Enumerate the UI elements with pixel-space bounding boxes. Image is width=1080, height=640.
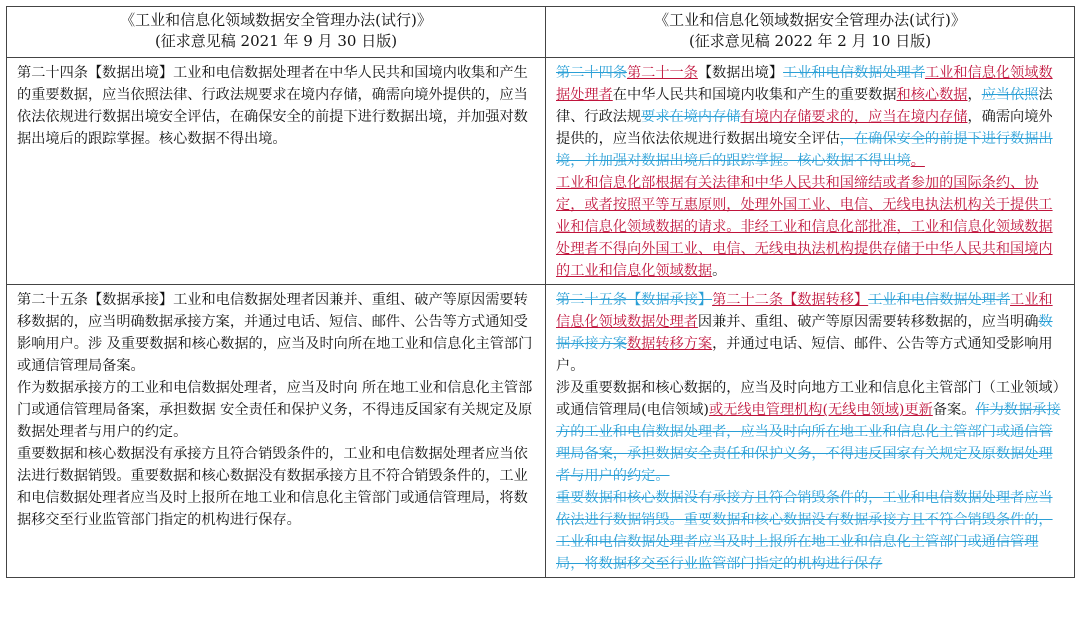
- article-24-original-text: 第二十四条【数据出境】工业和电信数据处理者在中华人民共和国境内收集和产生的重要数据，应当依照法律、行政法规要求在境内存储，确需向境外提供的，应当依法依规进行数据出境安全评估，在确保安全的前提下进行数据出境，并加强对数据出境后的跟踪掌握。核心数据不得出境。: [17, 65, 528, 147]
- inserted-text: 有境内存储要求的，应当在境内存储: [740, 109, 968, 125]
- unchanged-text: ，确需向境外提供的，应当依法依规进行数据出境安全评估: [556, 109, 1053, 147]
- article-25-original-para: 第二十五条【数据承接】工业和电信数据处理者因兼并、重组、破产等原因需要转移数据的，应当明确数据承接方案，并通过电话、短信、邮件、公告等方式通知受影响用户。涉 及重要数据和核心数据的，应当及时向所在地工业和信息化主管部门或通信管理局备案。: [17, 292, 533, 374]
- inserted-text: 第二十一条: [626, 65, 698, 81]
- article-24-original-cell: [7, 58, 546, 285]
- inserted-text: 或无线电管理机构(无线电领域)更新: [708, 402, 933, 418]
- article-25-revised-para: [556, 289, 1066, 377]
- article-24-revised-cell: [546, 58, 1075, 285]
- inserted-text: 数据转移方案: [626, 336, 713, 352]
- header-title-right: 《工业和信息化领域数据安全管理办法(试行)》: [654, 11, 966, 29]
- unchanged-text: ，并通过电话、短信、邮件、公告等方式通知受影响用户。: [556, 336, 1053, 374]
- article-25-original-para: 重要数据和核心数据没有承接方且符合销毁条件的，工业和电信数据处理者应当依法进行数据销毁。重要数据和核心数据没有数据承接方且不符合销毁条件的，工业和电信数据处理者应当及时上报所在地工业和信息化主管部门或通信管理局，将数据移交至行业监管部门指定的机构进行保存。: [17, 446, 528, 528]
- article-25-revised-para: [556, 377, 1066, 487]
- deleted-text: 重要数据和核心数据没有承接方且符合销毁条件的，工业和电信数据处理者应当依法进行数据销毁。重要数据和核心数据没有数据承接方且不符合销毁条件的，工业和电信数据处理者应当及时上报所在地工业和信息化主管部门或通信管理局，将数据移交至行业监管部门指定的机构进行保存: [556, 490, 1053, 572]
- article-25-original-para: 作为数据承接方的工业和电信数据处理者，应当及时向 所在地工业和信息化主管部门或通信管理局备案，承担数据 安全责任和保护义务，不得违反国家有关规定及原数据处理者与用户的约定。: [17, 380, 533, 440]
- deleted-text: 要求在境内存储: [641, 109, 741, 125]
- unchanged-text: 在中华人民共和国境内收集和产生的重要数据: [612, 87, 897, 103]
- unchanged-text: 备案。: [932, 402, 976, 418]
- article-row-25: [7, 285, 1075, 578]
- inserted-text: 。: [910, 153, 925, 169]
- article-25-revised-para: [556, 487, 1066, 575]
- deleted-text: 第二十五条【数据承接】: [556, 292, 713, 308]
- article-25-original-cell: [7, 285, 546, 578]
- article-24-revised-para: [556, 62, 1066, 172]
- inserted-text: 工业和信息化领域数据处理者: [556, 65, 1053, 103]
- deleted-text: ，在确保安全的前提下进行数据出境，并加强对数据出境后的跟踪掌握。核心数据不得出境: [556, 131, 1053, 169]
- article-25-revised-cell: [546, 285, 1075, 578]
- header-version-left: (征求意见稿 2021 年 9 月 30 日版): [154, 32, 398, 50]
- header-version-right: (征求意见稿 2022 年 2 月 10 日版): [688, 32, 932, 50]
- article-24-revised-para: [556, 172, 1066, 282]
- deleted-text: 工业和电信数据处理者: [783, 65, 925, 81]
- header-cell-right: [546, 7, 1075, 58]
- unchanged-text: 。: [712, 263, 727, 279]
- unchanged-text: 法律、行政法规: [556, 87, 1053, 125]
- header-title-left: 《工业和信息化领域数据安全管理办法(试行)》: [120, 11, 432, 29]
- unchanged-text: 因兼并、重组、破产等原因需要转移数据的，应当明确: [697, 314, 1039, 330]
- comparison-table: [6, 6, 1075, 578]
- inserted-text: 第二十二条【数据转移】: [712, 292, 869, 308]
- unchanged-text: 涉及重要数据和核心数据的，应当及时向地方工业和信息化主管部门（工业领域）或通信管理局(电信领域): [556, 380, 1060, 418]
- deleted-text: 作为数据承接方的工业和电信数据处理者，应当及时向所在地工业和信息化主管部门或通信管理局备案，承担数据安全责任和保护义务，不得违反国家有关规定及原数据处理者与用户的约定。: [556, 402, 1061, 484]
- inserted-text: 工业和信息化领域数据处理者: [556, 292, 1053, 330]
- deleted-text: 数据承接方案: [556, 314, 1053, 352]
- article-row-24: [7, 58, 1075, 285]
- deleted-text: 工业和电信数据处理者: [868, 292, 1011, 308]
- header-row: [7, 7, 1075, 58]
- unchanged-text: ，: [967, 87, 982, 103]
- deleted-text: 应当依照: [981, 87, 1039, 103]
- inserted-text: 工业和信息化部根据有关法律和中华人民共和国缔结或者参加的国际条约、协定，或者按照平等互惠原则，处理外国工业、电信、无线电执法机构关于提供工业和信息化领域数据的请求。非经工业和信息化部批准，工业和信息化领域数据处理者不得向外国工业、电信、无线电执法机构提供存储于中华人民共和国境内的工业和信息化领域数据: [556, 175, 1053, 279]
- header-cell-left: [7, 7, 546, 58]
- deleted-text: 第二十四条: [556, 65, 627, 81]
- inserted-text: 和核心数据: [896, 87, 968, 103]
- unchanged-text: 【数据出境】: [697, 65, 784, 81]
